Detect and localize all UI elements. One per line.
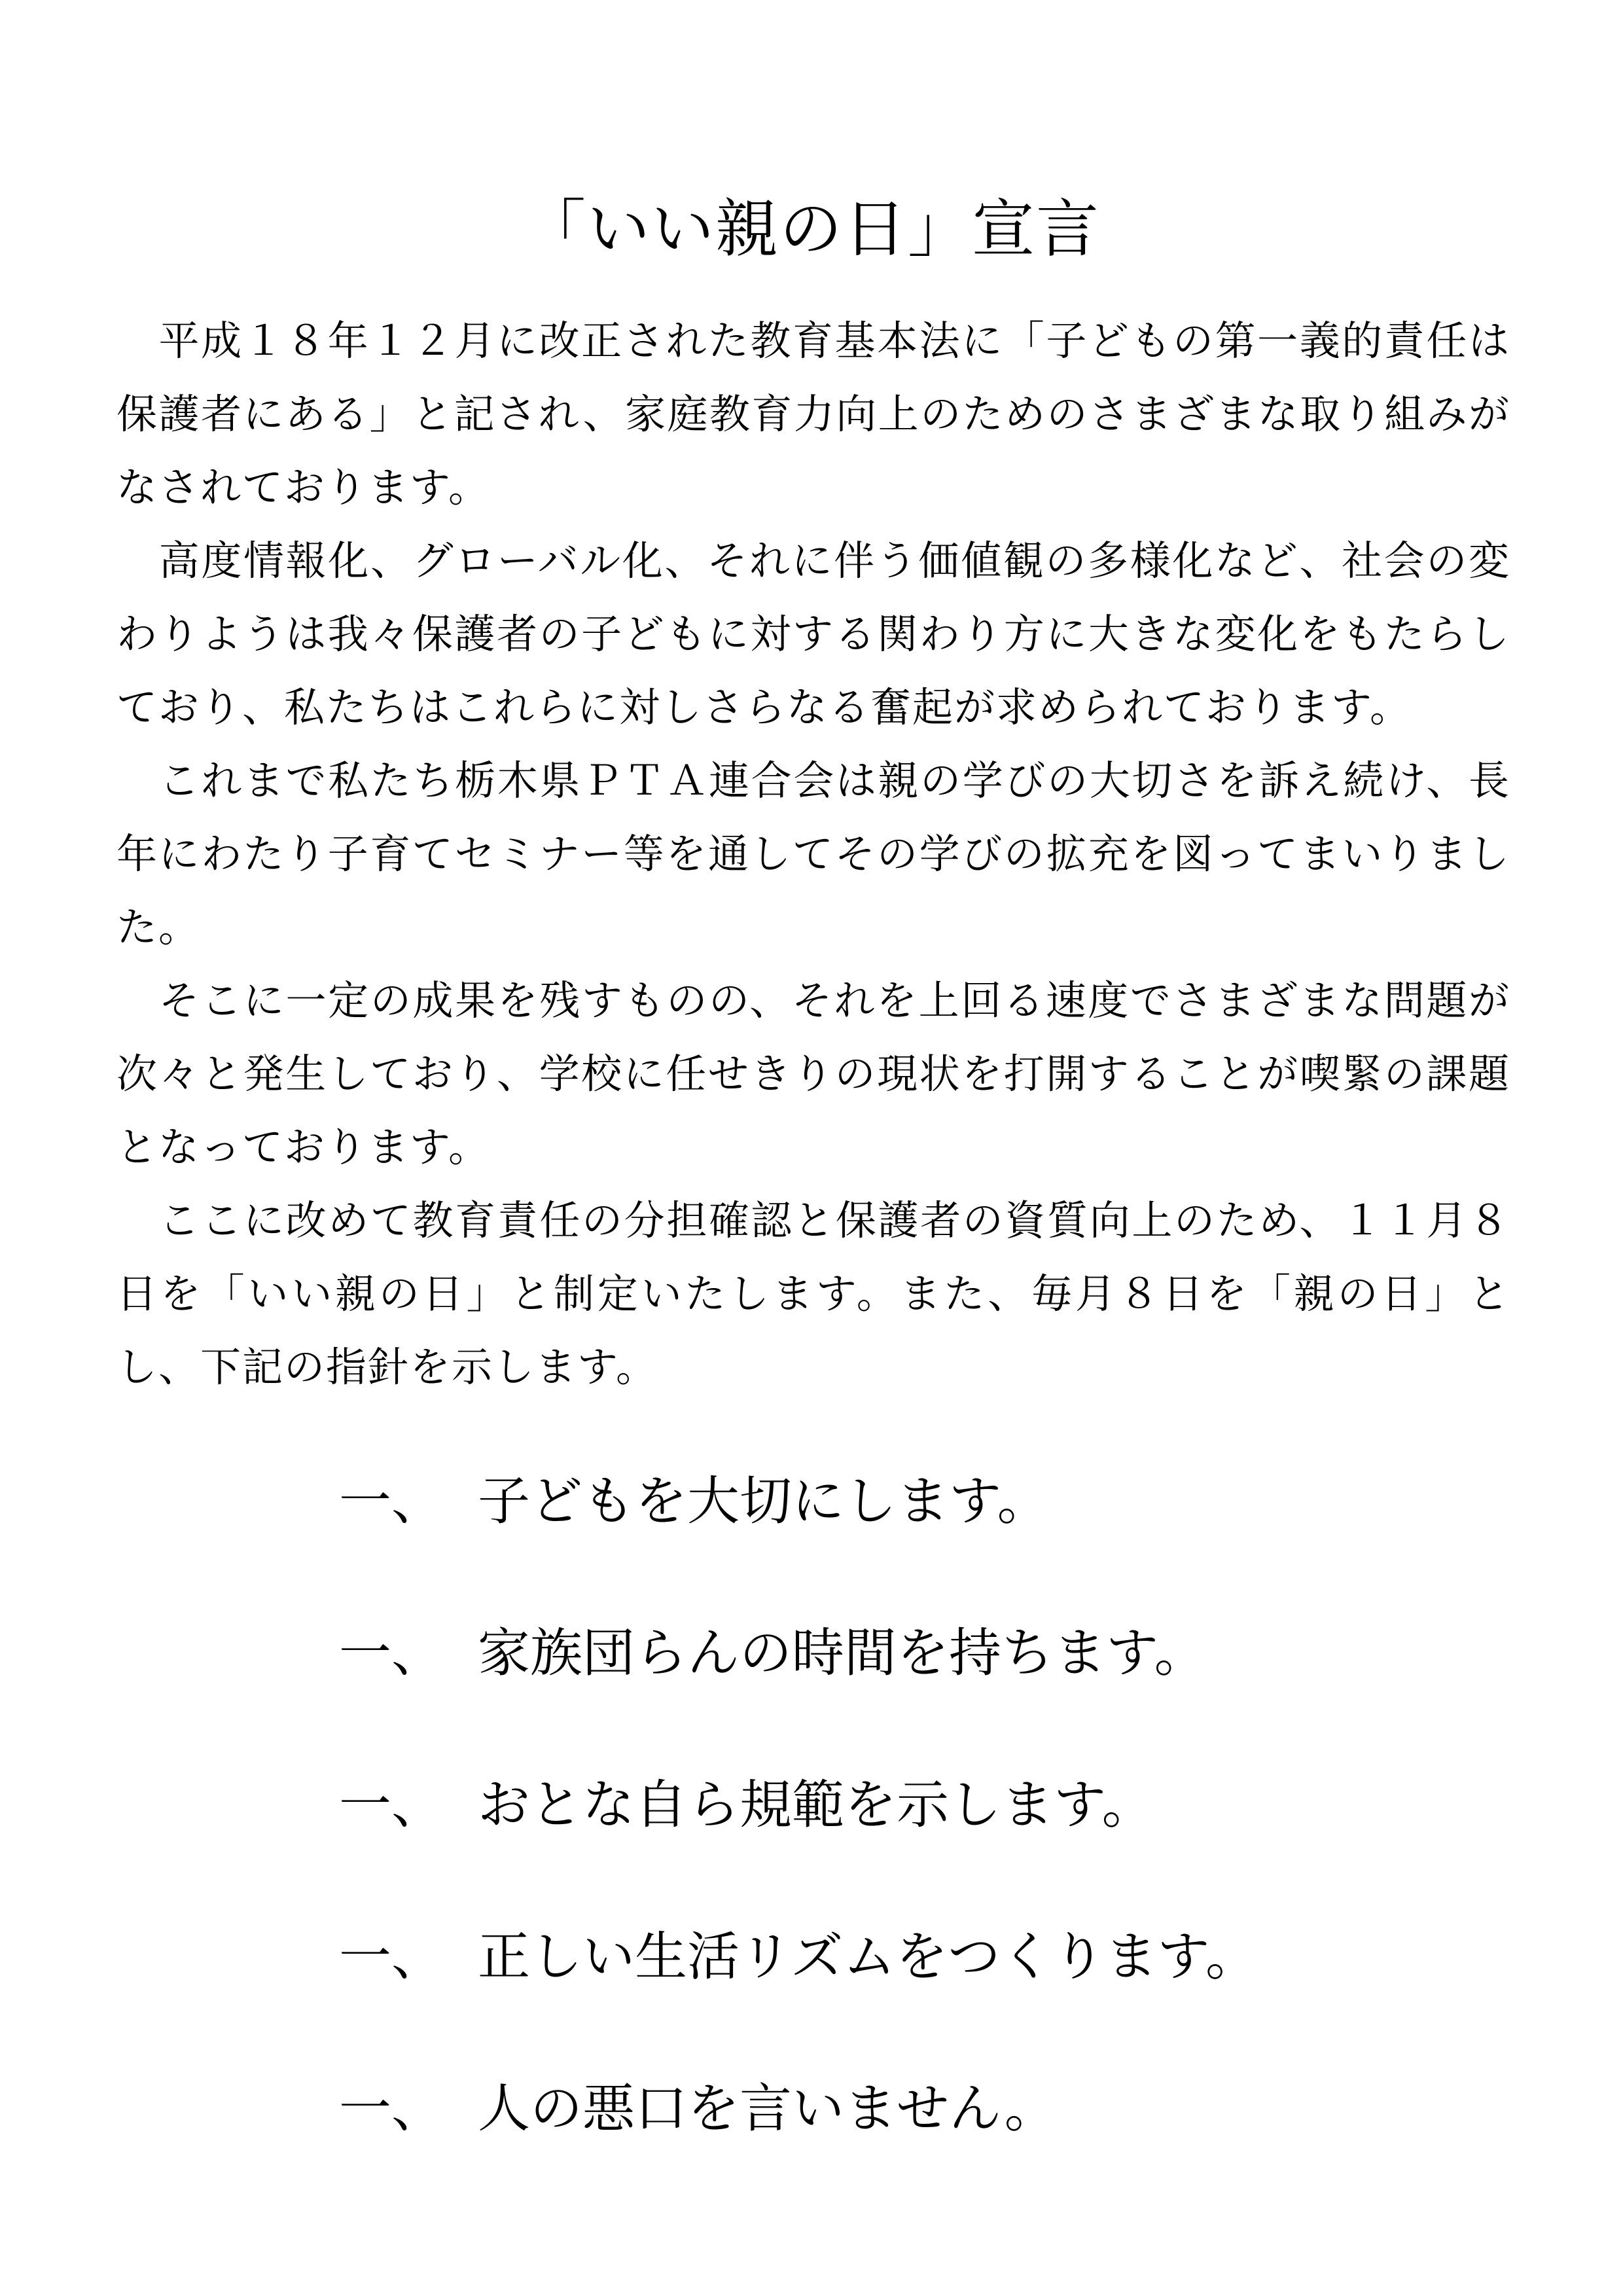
pledge-item	[339, 1724, 1582, 1876]
pledge-text: 人の悪口を言いません。	[478, 2077, 1057, 2139]
declaration-body	[116, 304, 1510, 1404]
pledge-marker: 一、	[339, 2077, 444, 2139]
pledge-marker: 一、	[339, 1470, 444, 1532]
paragraph-4: そこに一定の成果を残すものの、それを上回る速度でさまざまな問題が次々と発生しており、学校に任せきりの現状を打開することが喫緊の課題となっております。	[116, 977, 1510, 1171]
pledge-marker: 一、	[339, 1774, 444, 1835]
paragraph-2: 高度情報化、グローバル化、それに伴う価値観の多様化など、社会の変わりようは我々保護者の子どもに対する関わり方に大きな変化をもたらしており、私たちはこれらに対しさらなる奮起が求められております。	[116, 537, 1510, 731]
pledge-item	[339, 1876, 1582, 2028]
pledge-marker: 一、	[339, 1622, 444, 1683]
pledge-item	[339, 1420, 1582, 1572]
document-title: 「いい親の日」宣言	[523, 192, 1100, 266]
pledge-text: 正しい生活リズムをつくります。	[478, 1926, 1258, 1987]
pledge-marker: 一、	[339, 1926, 444, 1987]
pledge-text: 子どもを大切にします。	[478, 1470, 1050, 1532]
pledge-item	[339, 1572, 1582, 1724]
pledge-text: 家族団らんの時間を持ちます。	[478, 1622, 1207, 1683]
paragraph-1: 平成１８年１２月に改正された教育基本法に「子どもの第一義的責任は保護者にある」と記され、家庭教育力向上のためのさまざまな取り組みがなされております。	[116, 317, 1510, 511]
pledge-list	[339, 1420, 1582, 2179]
pledge-item	[339, 2028, 1582, 2179]
paragraph-3: これまで私たち栃木県ＰＴＡ連合会は親の学びの大切さを訴え続け、長年にわたり子育てセミナー等を通してその学びの拡充を図ってまいりました。	[116, 757, 1510, 951]
paragraph-5: ここに改めて教育責任の分担確認と保護者の資質向上のため、１１月８日を「いい親の日」と制定いたします。また、毎月８日を「親の日」とし、下記の指針を示します。	[116, 1196, 1510, 1391]
pledge-text: おとな自ら規範を示します。	[478, 1774, 1154, 1835]
